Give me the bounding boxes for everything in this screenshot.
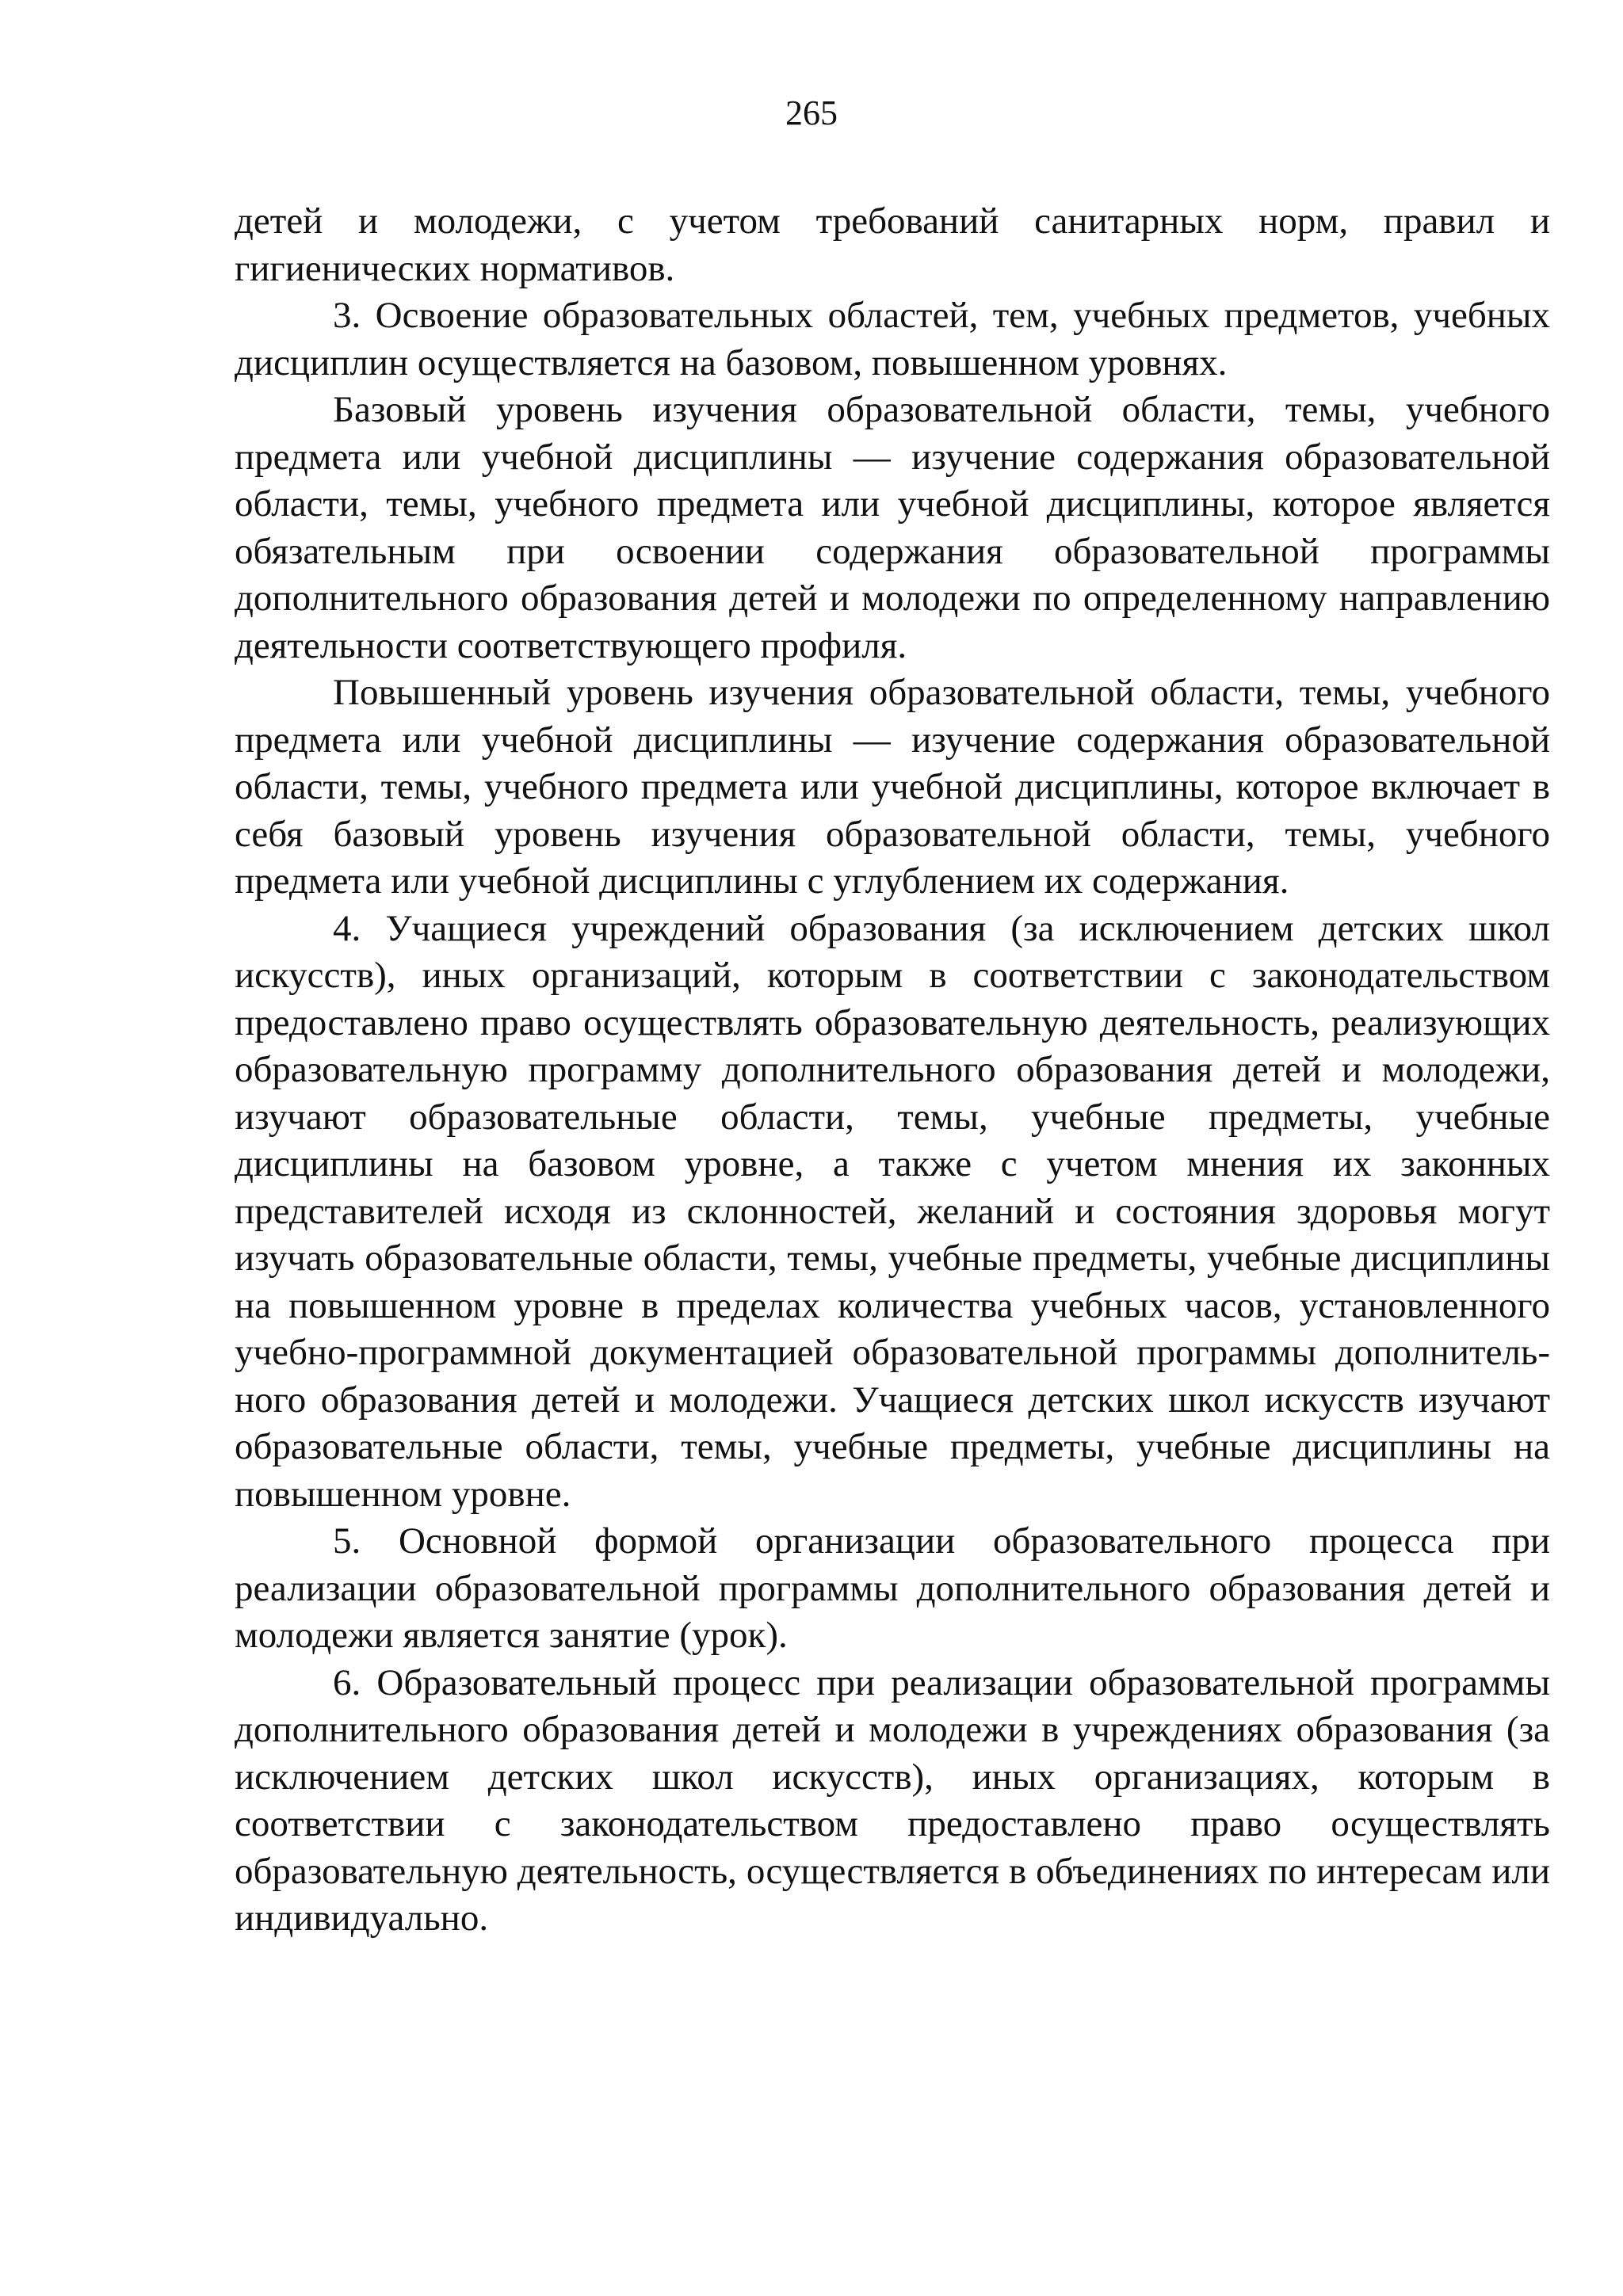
paragraph-item-4: 4. Учащиеся учреждений образования (за исключением детских школ искусств), иных организаций, которым в соответствии с законодательством предоставлено право осуществлять образовательную деятельность, реализующих образовательную программу дополнительного образования детей и молодежи, изучают образовательные области, темы, учебные предметы, учебные дисциплины на базовом уровне, а также с учетом мнения их законных представителей исходя из склонностей, желаний и состояния здоровья могут изучать образовательные области, темы, учебные предметы, учебные дисциплины на повышенном уровне в пределах количества учебных часов, установленного учебно-программной документацией образовательной программы дополнительного образования детей и молодежи. Учащиеся детских школ искусств изучают образовательные области, темы, учебные предметы, учебные дисциплины на повышенном уровне. (235, 907, 1550, 1515)
paragraph-basic-level: Базовый уровень изучения образовательной области, темы, учебного предмета или учебной дисциплины — изучение содержания образовательной области, темы, учебного предмета или учебной дисциплины, которое является обязательным при освоении содержания образовательной программы дополнительного образования детей и молодежи по определенному направлению деятельности соответствующего профиля. (235, 389, 1550, 666)
paragraph-item-5: 5. Основной формой организации образовательного процесса при реализации образовательной программы дополнительного образования детей и молодежи является занятие (урок). (235, 1520, 1550, 1656)
paragraph-item-3: 3. Освоение образовательных областей, тем, учебных предметов, учебных дисциплин осуществляется на базовом, повышенном уровнях. (235, 295, 1550, 383)
page-number: 265 (785, 93, 838, 132)
body-text (235, 198, 1550, 1943)
paragraph-advanced-level: Повышенный уровень изучения образовательной области, темы, учебного предмета или учебной дисциплины — изучение содержания образовательной области, темы, учебного предмета или учебной дисциплины, которое включает в себя базовый уровень изучения образовательной области, темы, учебного предмета или учебной дисциплины с углублением их содержания. (235, 672, 1550, 902)
paragraph-continuation: детей и молодежи, с учетом требований санитарных норм, правил и гигиенических нормативов. (235, 200, 1550, 289)
paragraph-item-6: 6. Образовательный процесс при реализации образовательной программы дополнительного образования детей и молодежи в учреждениях образования (за исключением детских школ искусств), иных организациях, которым в соответствии с законодательством предоставлено право осуществлять образовательную деятельность, осуществляется в объединениях по интересам или индивидуально. (235, 1661, 1550, 1939)
